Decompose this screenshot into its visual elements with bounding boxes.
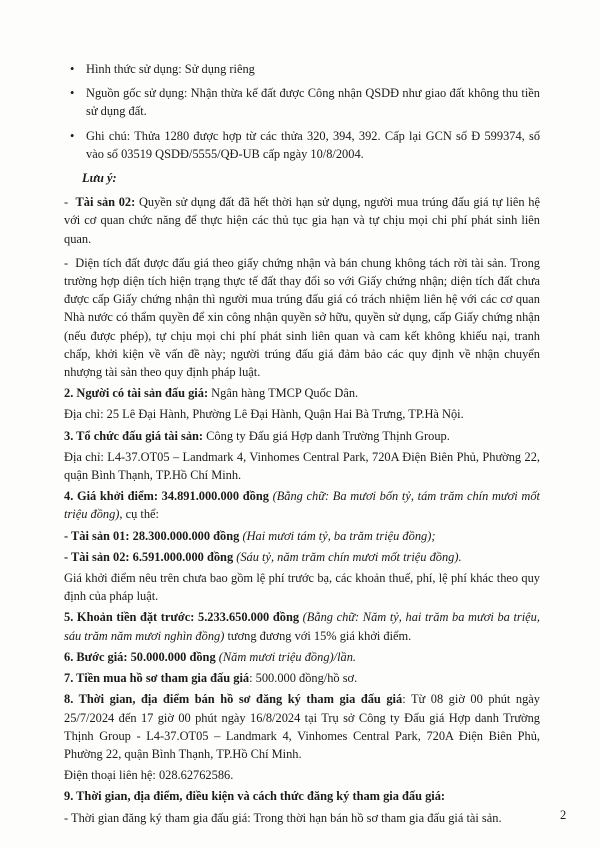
bullet-dot: • bbox=[70, 62, 75, 76]
bullet-text: Sử dụng riêng bbox=[184, 62, 255, 76]
dash-glyph: - bbox=[64, 255, 69, 270]
section-6-label: 6. Bước giá: 50.000.000 đồng bbox=[64, 649, 216, 664]
section-4-label: 4. Giá khởi điểm: 34.891.000.000 đồng bbox=[64, 489, 269, 504]
note-item-area-text: Diện tích đất được đấu giá theo giấy chứng nhận và bán chung không tách rời tài sản. Trong trường hợp diện tích hiện trạng thực tế đất thay đổi so với Giấy chứng nhận; diện tích đất chưa được cấp Giấy chứng nhận thì người mua trúng đấu giá có trách nhiệm liên hệ với các cơ quan Nhà nước có thẩm quyền để xin công nhận quyền sở hữu, quyền sử dụng, cấp Giấy chứng nhận (nếu được phép), tự chịu mọi chi phí phát sinh liên quan và cam kết không khiếu nại, tranh chấp, khởi kiện về vấn đề này; người trúng đấu giá đảm bảo các quy định về nhận chuyển nhượng tài sản theo quy định pháp luật. bbox=[64, 255, 540, 380]
section-3-heading bbox=[64, 427, 540, 445]
section-4-heading bbox=[64, 487, 540, 523]
section-4-note: Giá khởi điểm nêu trên chưa bao gồm lệ phí trước bạ, các khoản thuế, phí, lệ phí khác theo quy định của pháp luật. bbox=[64, 571, 540, 604]
page-number: 2 bbox=[560, 808, 567, 822]
note-item-area bbox=[64, 254, 540, 381]
section-2-heading bbox=[64, 384, 540, 402]
asset-01-label: - Tài sản 01: 28.300.000.000 đồng bbox=[64, 528, 240, 543]
section-8-phone: Điện thoại liên hệ: 028.62762586. bbox=[64, 768, 234, 783]
section-9-label: 9. Thời gian, địa điểm, điều kiện và cách thức đăng ký tham gia đấu giá: bbox=[64, 789, 446, 804]
section-4-asset-01 bbox=[64, 527, 540, 545]
note-item-asset-02-text: Quyền sử dụng đất đã hết thời hạn sử dụng, người mua trúng đấu giá tự liên hệ với cơ quan chức năng để thực hiện các thủ tục gia hạn và tự chịu mọi chi phí phát sinh liên quan. bbox=[64, 195, 540, 246]
bullet-label: Ghi chú: bbox=[86, 128, 135, 143]
bullet-dot: • bbox=[70, 128, 75, 143]
bullet-note bbox=[64, 127, 540, 163]
section-2-label: 2. Người có tài sản đấu giá: bbox=[64, 386, 209, 401]
section-5-words: (Bằng chữ: Năm tỷ, hai trăm ba mươi ba triệu, sáu trăm năm mươi nghìn đồng) bbox=[64, 610, 540, 643]
section-4-tail: cụ thể: bbox=[122, 507, 159, 522]
bullet-usage-form bbox=[64, 60, 540, 78]
bullet-text: Nhận thừa kế đất được Công nhận QSDĐ như giao đất không thu tiền sử dụng đất. bbox=[86, 86, 540, 119]
section-6-words: (Năm mươi triệu đồng)/lần. bbox=[215, 649, 357, 664]
section-6-heading bbox=[64, 648, 540, 666]
bullet-usage-origin bbox=[64, 84, 540, 120]
section-8-heading bbox=[64, 690, 540, 763]
section-3-value: Công ty Đấu giá Hợp danh Trường Thịnh Group. bbox=[203, 428, 450, 443]
bullet-text: Thửa 1280 được hợp từ các thửa 320, 394, 392. Cấp lại GCN số Đ 599374, số vào sổ 03519 QSDĐ/5555/QĐ-UB cấp ngày 10/8/2004. bbox=[86, 128, 541, 161]
section-5-heading bbox=[64, 608, 540, 644]
asset-02-words: (Sáu tỷ, năm trăm chín mươi mốt triệu đồng). bbox=[233, 549, 462, 564]
section-9-heading bbox=[64, 787, 540, 805]
asset-02-label: - Tài sản 02: 6.591.000.000 đồng bbox=[64, 549, 234, 564]
section-3-label: 3. Tổ chức đấu giá tài sản: bbox=[64, 428, 204, 443]
section-7-value: : 500.000 đồng/hồ sơ. bbox=[249, 671, 358, 686]
dash-glyph: - bbox=[64, 195, 69, 210]
section-4-asset-02 bbox=[64, 548, 540, 566]
bullet-label: Nguồn gốc sử dụng: bbox=[86, 86, 191, 101]
section-2-address: Địa chỉ: 25 Lê Đại Hành, Phường Lê Đại Hành, Quận Hai Bà Trưng, TP.Hà Nội. bbox=[64, 407, 464, 422]
section-7-heading bbox=[64, 669, 540, 687]
bullet-label: Hình thức sử dụng: bbox=[86, 62, 185, 76]
note-heading bbox=[64, 169, 540, 187]
page-content bbox=[64, 60, 540, 827]
section-7-label: 7. Tiền mua hồ sơ tham gia đấu giá bbox=[64, 671, 250, 686]
section-8-label: 8. Thời gian, địa điểm bán hồ sơ đăng ký tham gia đấu giá bbox=[64, 692, 403, 707]
asset-01-words: (Hai mươi tám tỷ, ba trăm triệu đồng); bbox=[239, 528, 436, 543]
section-5-tail: tương đương với 15% giá khởi điểm. bbox=[224, 628, 412, 643]
note-title: Lưu ý: bbox=[82, 171, 117, 186]
bullet-dot: • bbox=[70, 86, 75, 101]
section-3-address: Địa chỉ: L4-37.OT05 – Landmark 4, Vinhomes Central Park, 720A Điện Biên Phủ, Phường 22, quận Bình Thạnh, TP.Hồ Chí Minh. bbox=[64, 449, 540, 483]
section-5-label: 5. Khoản tiền đặt trước: 5.233.650.000 đồng bbox=[64, 610, 300, 625]
section-8-value: : Từ 08 giờ 00 phút ngày 25/7/2024 đến 17 giờ 00 phút ngày 16/8/2024 tại Trụ sở Công ty Đấu giá Hợp danh Trường Thịnh Group - L4-37.OT05 – Landmark 4, Vinhomes Central Park, 720A Điện Biên Phủ, Phường 22, quận Bình Thạnh, TP.Hồ Chí Minh. bbox=[64, 692, 540, 761]
note-item-asset-02 bbox=[64, 193, 540, 248]
note-item-asset-02-label: Tài sản 02: bbox=[75, 195, 136, 210]
section-2-value: Ngân hàng TMCP Quốc Dân. bbox=[208, 386, 359, 401]
section-9-item-1: - Thời gian đăng ký tham gia đấu giá: Trong thời hạn bán hồ sơ tham gia đấu giá tài sản. bbox=[64, 810, 502, 825]
section-4-words: (Bằng chữ: Ba mươi bốn tỷ, tám trăm chín mươi mốt triệu đồng), bbox=[64, 489, 540, 522]
